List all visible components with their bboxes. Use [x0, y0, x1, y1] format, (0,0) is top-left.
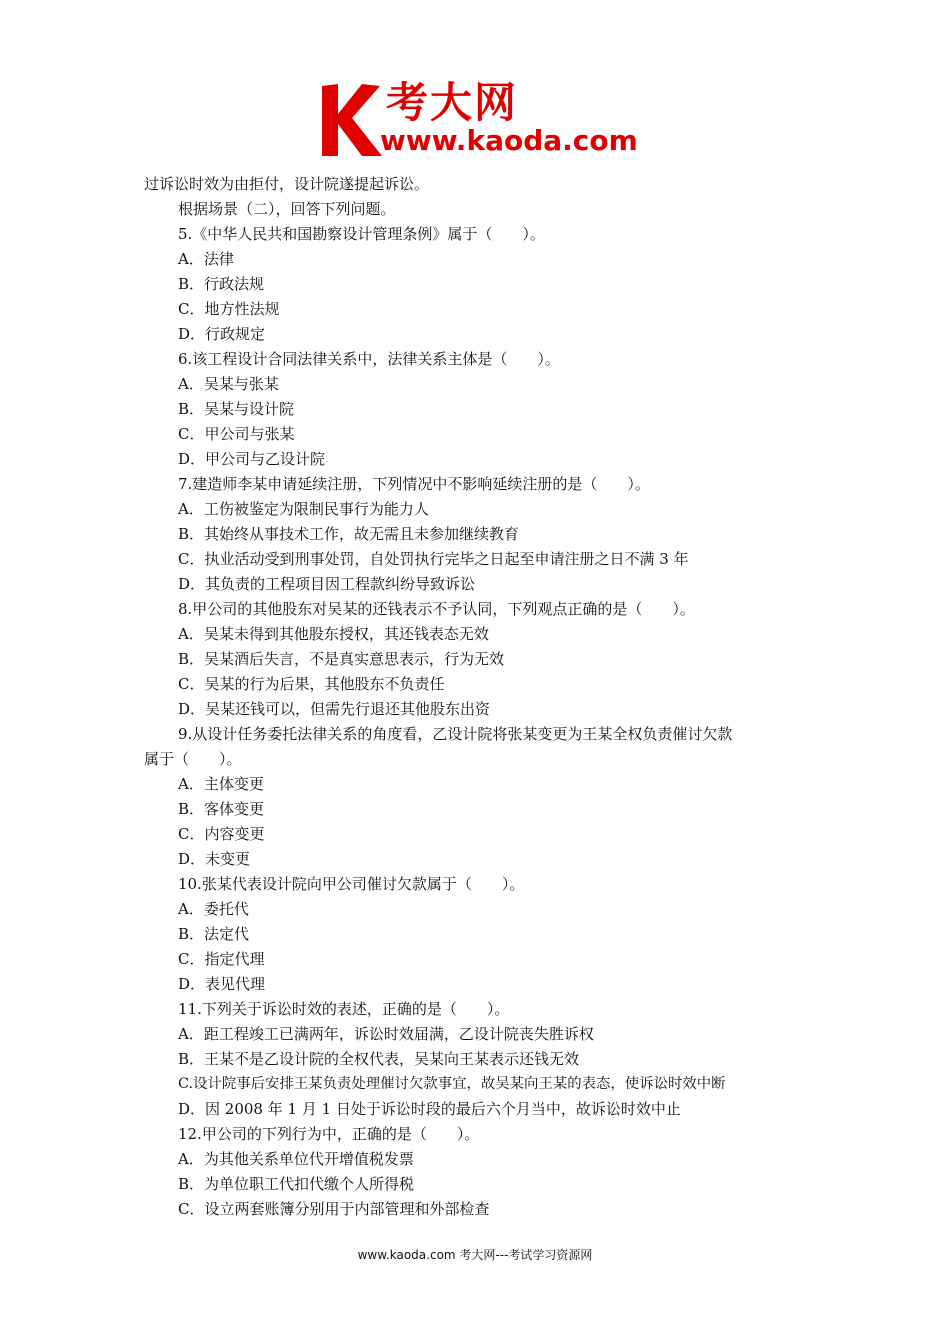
q12-option-a: A．为其他关系单位代开增值税发票	[178, 1150, 414, 1168]
q5-option-d: D．行政规定	[178, 325, 266, 343]
q7-option-c: C．执业活动受到刑事处罚，自处罚执行完毕之日起至申请注册之日不满 3 年	[178, 550, 689, 568]
q7-option-a: A．工伤被鉴定为限制民事行为能力人	[178, 500, 429, 518]
paragraph-continuation: 过诉讼时效为由拒付，设计院遂提起诉讼。	[144, 175, 430, 193]
q11-option-b: B．王某不是乙设计院的全权代表，吴某向王某表示还钱无效	[178, 1050, 580, 1068]
q8-option-c: C．吴某的行为后果，其他股东不负责任	[178, 675, 445, 693]
page-footer: www.kaoda.com 考大网---考试学习资源网	[357, 1248, 593, 1262]
q9-option-a: A．主体变更	[178, 775, 264, 793]
question-9: 9.从设计任务委托法律关系的角度看，乙设计院将张某变更为王某全权负责催讨欠款	[178, 725, 733, 743]
q10-option-a: A．委托代	[178, 900, 249, 918]
q7-option-b: B．其始终从事技术工作，故无需且未参加继续教育	[178, 525, 520, 543]
q11-option-c: C.设计院事后安排王某负责处理催讨欠款事宜，故吴某向王某的表态，使诉讼时效中断	[178, 1076, 726, 1092]
q5-option-c: C．地方性法规	[178, 300, 280, 318]
q5-option-b: B．行政法规	[178, 275, 265, 293]
q8-option-a: A．吴某未得到其他股东授权，其还钱表态无效	[178, 625, 489, 643]
q7-option-d: D．其负责的工程项目因工程款纠纷导致诉讼	[178, 575, 476, 593]
q12-option-c: C．设立两套账簿分别用于内部管理和外部检查	[178, 1200, 490, 1218]
k-letter-icon	[318, 80, 388, 158]
question-7: 7.建造师李某申请延续注册，下列情况中不影响延续注册的是（ ）。	[178, 475, 650, 493]
q6-option-b: B．吴某与设计院	[178, 400, 295, 418]
q10-option-b: B．法定代	[178, 925, 250, 943]
question-9-continued: 属于（ ）。	[144, 750, 242, 768]
q5-option-a: A．法律	[178, 250, 234, 268]
q6-option-c: C．甲公司与张某	[178, 425, 295, 443]
q12-option-b: B．为单位职工代扣代缴个人所得税	[178, 1175, 415, 1193]
q9-option-c: C．内容变更	[178, 825, 265, 843]
scenario-instruction: 根据场景（二），回答下列问题。	[178, 200, 396, 218]
q11-option-a: A．距工程竣工已满两年，诉讼时效届满，乙设计院丧失胜诉权	[178, 1025, 594, 1043]
question-12: 12.甲公司的下列行为中，正确的是（ ）。	[178, 1125, 480, 1143]
question-10: 10.张某代表设计院向甲公司催讨欠款属于（ ）。	[178, 875, 525, 893]
q6-option-d: D．甲公司与乙设计院	[178, 450, 326, 468]
q8-option-b: B．吴某酒后失言，不是真实意思表示，行为无效	[178, 650, 505, 668]
question-11: 11.下列关于诉讼时效的表述，正确的是（ ）。	[178, 1000, 510, 1018]
q10-option-d: D．表见代理	[178, 975, 266, 993]
logo-url: www.kaoda.com	[380, 124, 638, 157]
question-5: 5.《中华人民共和国勘察设计管理条例》属于（ ）。	[178, 225, 545, 243]
kaoda-logo	[318, 80, 638, 160]
logo-site-name: 考大网	[386, 78, 519, 127]
q9-option-b: B．客体变更	[178, 800, 265, 818]
q8-option-d: D．吴某还钱可以，但需先行退还其他股东出资	[178, 700, 491, 718]
q6-option-a: A．吴某与张某	[178, 375, 279, 393]
question-6: 6.该工程设计合同法律关系中，法律关系主体是（ ）。	[178, 350, 560, 368]
q9-option-d: D．未变更	[178, 850, 251, 868]
question-8: 8.甲公司的其他股东对吴某的还钱表示不予认同，下列观点正确的是（ ）。	[178, 600, 695, 618]
q10-option-c: C．指定代理	[178, 950, 265, 968]
q11-option-d: D．因 2008 年 1 月 1 日处于诉讼时段的最后六个月当中，故诉讼时效中止	[178, 1100, 681, 1118]
